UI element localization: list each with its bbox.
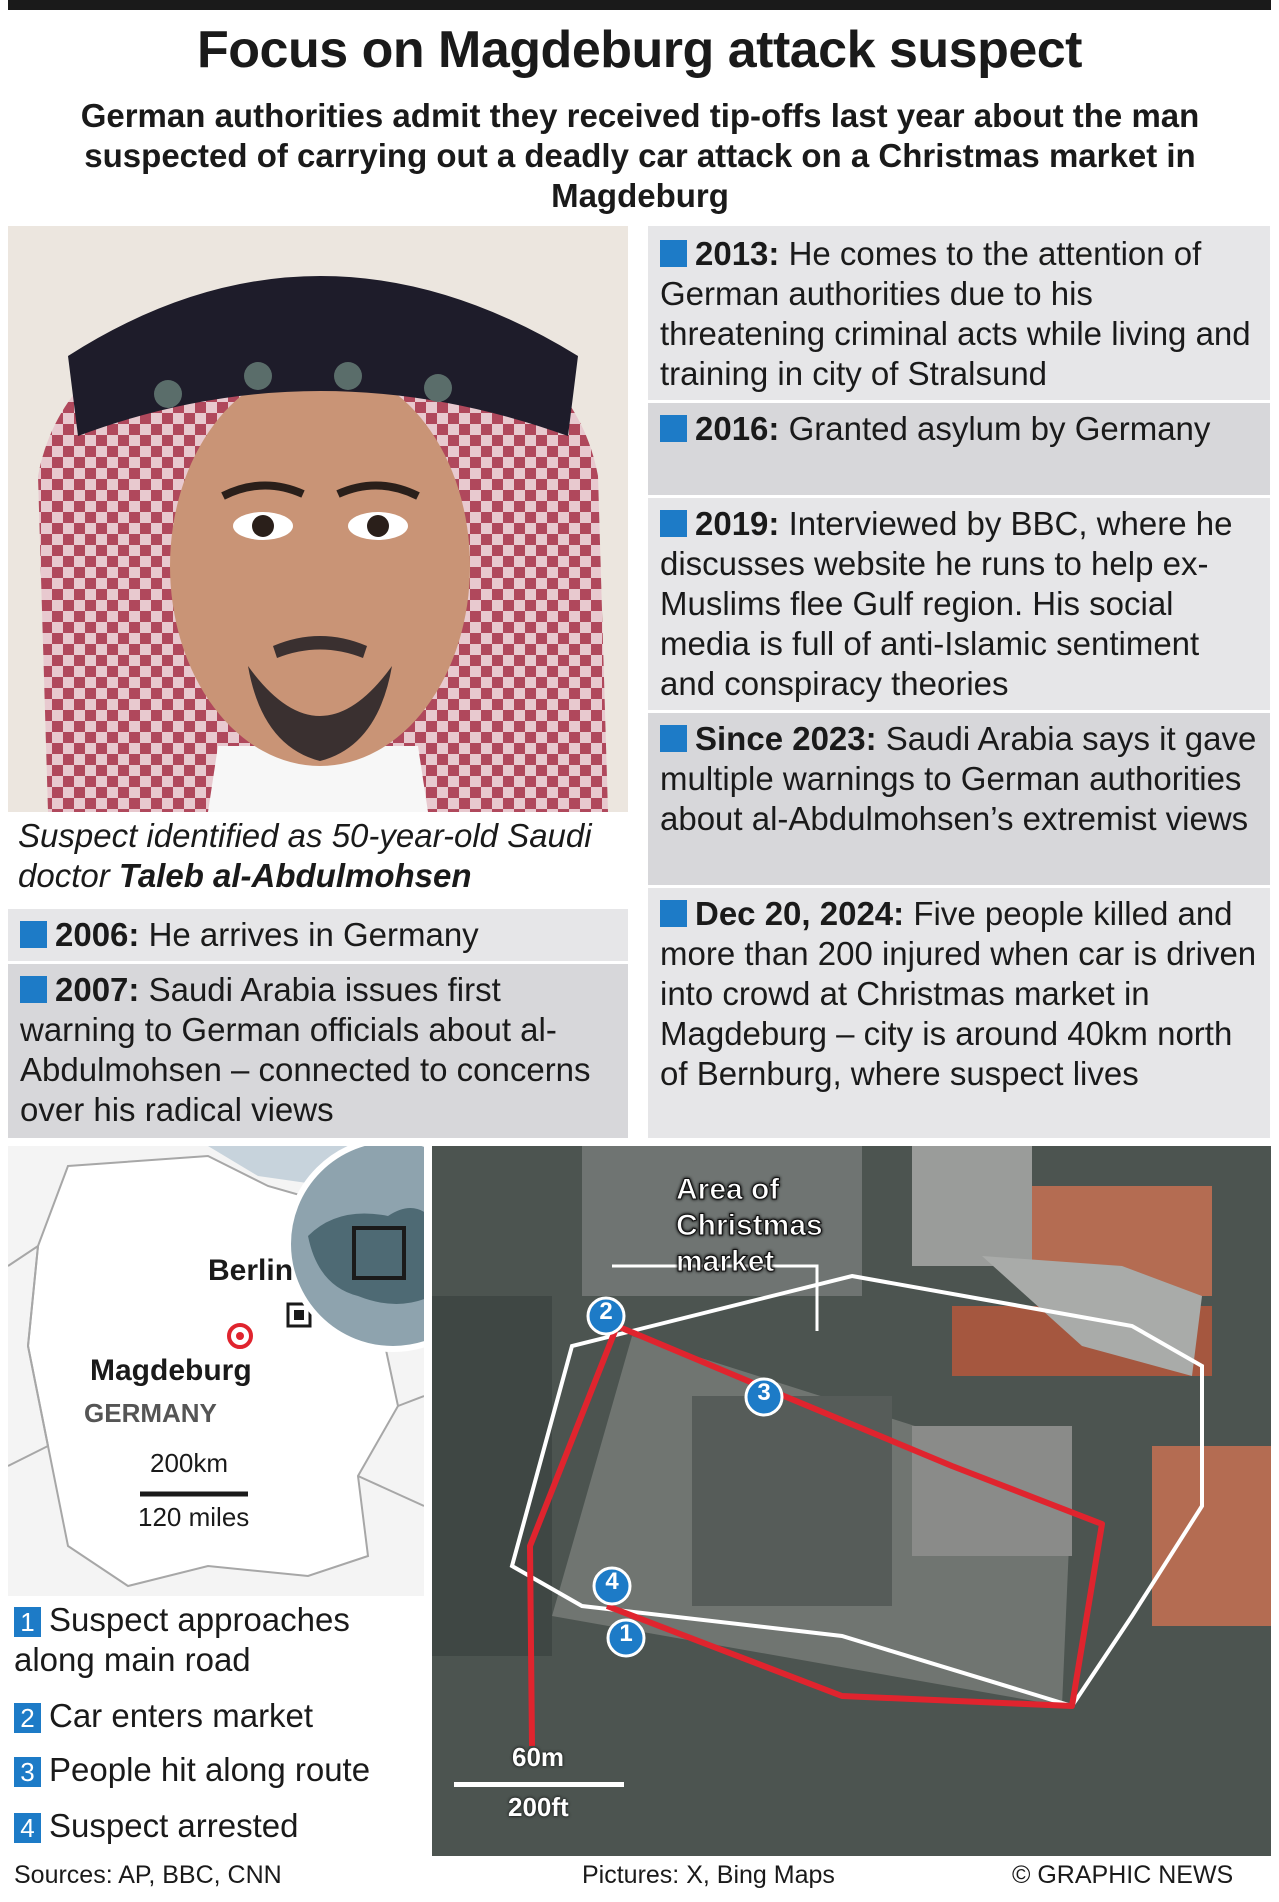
timeline-date: 2016: xyxy=(695,410,780,447)
sources-credit: Sources: AP, BBC, CNN xyxy=(14,1861,282,1889)
marker-4-label: 4 xyxy=(605,1568,619,1595)
timeline-item-since-2023 xyxy=(648,713,1270,885)
area-label: Area of Christmas market xyxy=(676,1173,823,1278)
timeline-date: 2007: xyxy=(55,971,140,1008)
legend-number: 4 xyxy=(14,1813,41,1843)
caption-text: Suspect identified as 50-year-old Saudi doctor xyxy=(18,817,592,894)
graphic-news-credit: © GRAPHIC NEWS xyxy=(1012,1861,1234,1889)
timeline-item-2013 xyxy=(648,226,1270,400)
bullet-square-icon xyxy=(660,900,687,927)
bullet-square-icon xyxy=(20,921,47,948)
scale-meters: 60m xyxy=(512,1742,565,1772)
legend-number: 1 xyxy=(14,1607,41,1637)
bullet-square-icon xyxy=(660,240,687,267)
legend-number: 2 xyxy=(14,1703,41,1733)
map-label-berlin: Berlin xyxy=(208,1254,294,1287)
suspect-photo xyxy=(8,226,628,812)
timeline-text: Granted asylum by Germany xyxy=(788,410,1211,447)
germany-locator-map xyxy=(8,1146,424,1596)
timeline-text: He comes to the attention of German authorities due to his threatening criminal acts while living and training in city of Stralsund xyxy=(660,235,1251,392)
timeline-text: Five people killed and more than 200 injured when car is driven into crowd at Christmas market in Magdeburg – city is around 40km north of Bernburg, where suspect lives xyxy=(660,895,1257,1092)
top-rule xyxy=(8,0,1271,10)
marker-3-label: 3 xyxy=(757,1379,771,1406)
bullet-square-icon xyxy=(660,510,687,537)
legend-text: Suspect arrested xyxy=(49,1807,299,1844)
scale-miles: 120 miles xyxy=(138,1502,250,1532)
photo-caption xyxy=(18,816,618,896)
timeline-date: Dec 20, 2024: xyxy=(695,895,905,932)
timeline-text: Saudi Arabia issues first warning to German officials about al-Abdulmohsen – connected to concerns over his radical views xyxy=(20,971,591,1128)
suspect-name: Taleb al-Abdulmohsen xyxy=(118,857,472,894)
scale-km: 200km xyxy=(150,1448,229,1478)
page-title: Focus on Magdeburg attack suspect xyxy=(197,21,1082,79)
timeline-date: 2013: xyxy=(695,235,780,272)
timeline-text: He arrives in Germany xyxy=(148,916,479,953)
legend-item-4 xyxy=(14,1806,298,1846)
marker-2-label: 2 xyxy=(599,1298,613,1325)
timeline-item-2006 xyxy=(8,909,628,961)
timeline-item-2019 xyxy=(648,498,1270,710)
legend-text: People hit along route xyxy=(49,1751,371,1788)
timeline-date: 2019: xyxy=(695,505,780,542)
timeline-text: Saudi Arabia says it gave multiple warnings to German authorities about al-Abdulmohsen’s extremist views xyxy=(660,720,1257,837)
bullet-square-icon xyxy=(20,976,47,1003)
map-label-country: GERMANY xyxy=(84,1398,217,1428)
map-label-magdeburg: Magdeburg xyxy=(90,1354,252,1387)
legend-number: 3 xyxy=(14,1757,41,1787)
timeline-item-2016 xyxy=(648,403,1270,495)
bullet-square-icon xyxy=(660,725,687,752)
legend-item-2 xyxy=(14,1696,313,1736)
timeline-item-2007 xyxy=(8,964,628,1138)
timeline-text: Interviewed by BBC, where he discusses website he runs to help ex-Muslims flee Gulf region. His social media is full of anti-Islamic sentiment and conspiracy theories xyxy=(660,505,1233,702)
page-subtitle: German authorities admit they received tip-offs last year about the man suspected of carrying out a deadly car attack on a Christmas market in Magdeburg xyxy=(80,97,1200,214)
pictures-credit: Pictures: X, Bing Maps xyxy=(582,1861,835,1889)
legend-text: Suspect approaches along main road xyxy=(14,1601,350,1678)
timeline-item-dec-2024 xyxy=(648,888,1270,1138)
marker-1-label: 1 xyxy=(619,1620,633,1647)
timeline-date: 2006: xyxy=(55,916,140,953)
legend-item-1 xyxy=(14,1600,414,1680)
scale-feet: 200ft xyxy=(508,1792,569,1822)
legend-text: Car enters market xyxy=(49,1697,314,1734)
legend-item-3 xyxy=(14,1750,370,1790)
bullet-square-icon xyxy=(660,415,687,442)
aerial-map xyxy=(432,1146,1271,1856)
timeline-date: Since 2023: xyxy=(695,720,877,757)
